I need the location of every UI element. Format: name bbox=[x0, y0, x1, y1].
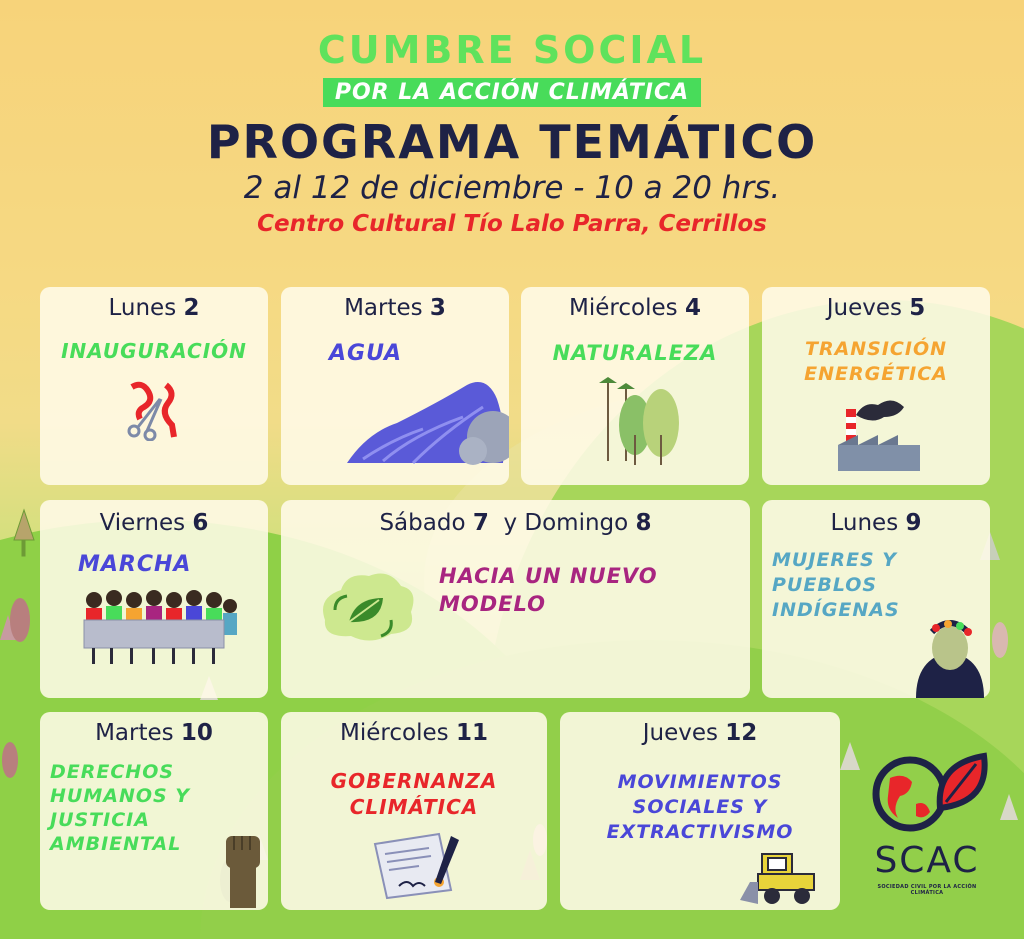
day-theme: HACIA UN NUEVO MODELO bbox=[439, 564, 658, 616]
day-card-jueves-5 bbox=[762, 287, 990, 485]
day-label: Martes 3 bbox=[344, 295, 446, 321]
day-card-jueves-12 bbox=[560, 712, 840, 910]
logo-full-name: SOCIEDAD CIVIL POR LA ACCIÓN CLIMÁTICA bbox=[877, 884, 977, 896]
day-theme: TRANSICIÓN ENERGÉTICA bbox=[804, 338, 948, 385]
indigenous-woman-icon bbox=[912, 618, 988, 698]
ribbon-scissors-icon bbox=[120, 379, 190, 441]
header bbox=[0, 28, 1024, 237]
event-venue: Centro Cultural Tío Lalo Parra, Cerrillos bbox=[257, 211, 767, 237]
logo-name: SCAC bbox=[874, 840, 980, 881]
document-pen-icon bbox=[369, 830, 469, 900]
day-theme: INAUGURACIÓN bbox=[61, 339, 247, 363]
day-theme: MOVIMIENTOS SOCIALES Y EXTRACTIVISMO bbox=[606, 771, 794, 843]
day-label: Lunes 9 bbox=[830, 510, 922, 536]
bulldozer-icon bbox=[736, 846, 826, 906]
event-dates: 2 al 12 de diciembre - 10 a 20 hrs. bbox=[243, 170, 781, 206]
event-title: CUMBRE SOCIAL bbox=[317, 28, 707, 72]
event-subtitle-banner bbox=[323, 78, 701, 107]
program-title: PROGRAMA TEMÁTICO bbox=[206, 115, 818, 169]
day-theme: NATURALEZA bbox=[552, 341, 718, 365]
day-card-lunes-9 bbox=[762, 500, 990, 698]
day-card-miercoles-4 bbox=[521, 287, 749, 485]
day-theme: AGUA bbox=[329, 341, 402, 366]
day-theme: MARCHA bbox=[78, 552, 192, 577]
day-label: Miércoles 4 bbox=[569, 295, 701, 321]
globe-leaf-icon bbox=[870, 748, 990, 840]
day-card-miercoles-11 bbox=[281, 712, 547, 910]
day-label: Jueves 12 bbox=[642, 720, 758, 746]
day-card-lunes-2 bbox=[40, 287, 268, 485]
day-label: Lunes 2 bbox=[108, 295, 200, 321]
day-label: Sábado 7 y Domingo 8 bbox=[379, 510, 652, 536]
day-label: Viernes 6 bbox=[99, 510, 209, 536]
day-card-martes-10 bbox=[40, 712, 268, 910]
day-card-viernes-6 bbox=[40, 500, 268, 698]
day-theme: MUJERES Y PUEBLOS INDÍGENAS bbox=[772, 549, 900, 621]
day-theme: DERECHOS HUMANOS Y JUSTICIA AMBIENTAL bbox=[50, 761, 191, 855]
day-card-sabado-7-domingo-8 bbox=[281, 500, 750, 698]
event-subtitle: POR LA ACCIÓN CLIMÁTICA bbox=[334, 80, 690, 105]
fist-icon bbox=[220, 830, 266, 908]
day-label: Miércoles 11 bbox=[340, 720, 488, 746]
day-theme: GOBERNANZA CLIMÁTICA bbox=[330, 769, 498, 819]
crowd-icon bbox=[80, 586, 240, 666]
wave-icon bbox=[343, 379, 509, 469]
leaf-cycle-icon bbox=[315, 570, 415, 650]
trees-icon bbox=[597, 375, 687, 471]
day-label: Jueves 5 bbox=[826, 295, 926, 321]
day-label: Martes 10 bbox=[95, 720, 213, 746]
factory-icon bbox=[834, 395, 924, 475]
scac-logo bbox=[862, 748, 992, 898]
day-card-martes-3 bbox=[281, 287, 509, 485]
